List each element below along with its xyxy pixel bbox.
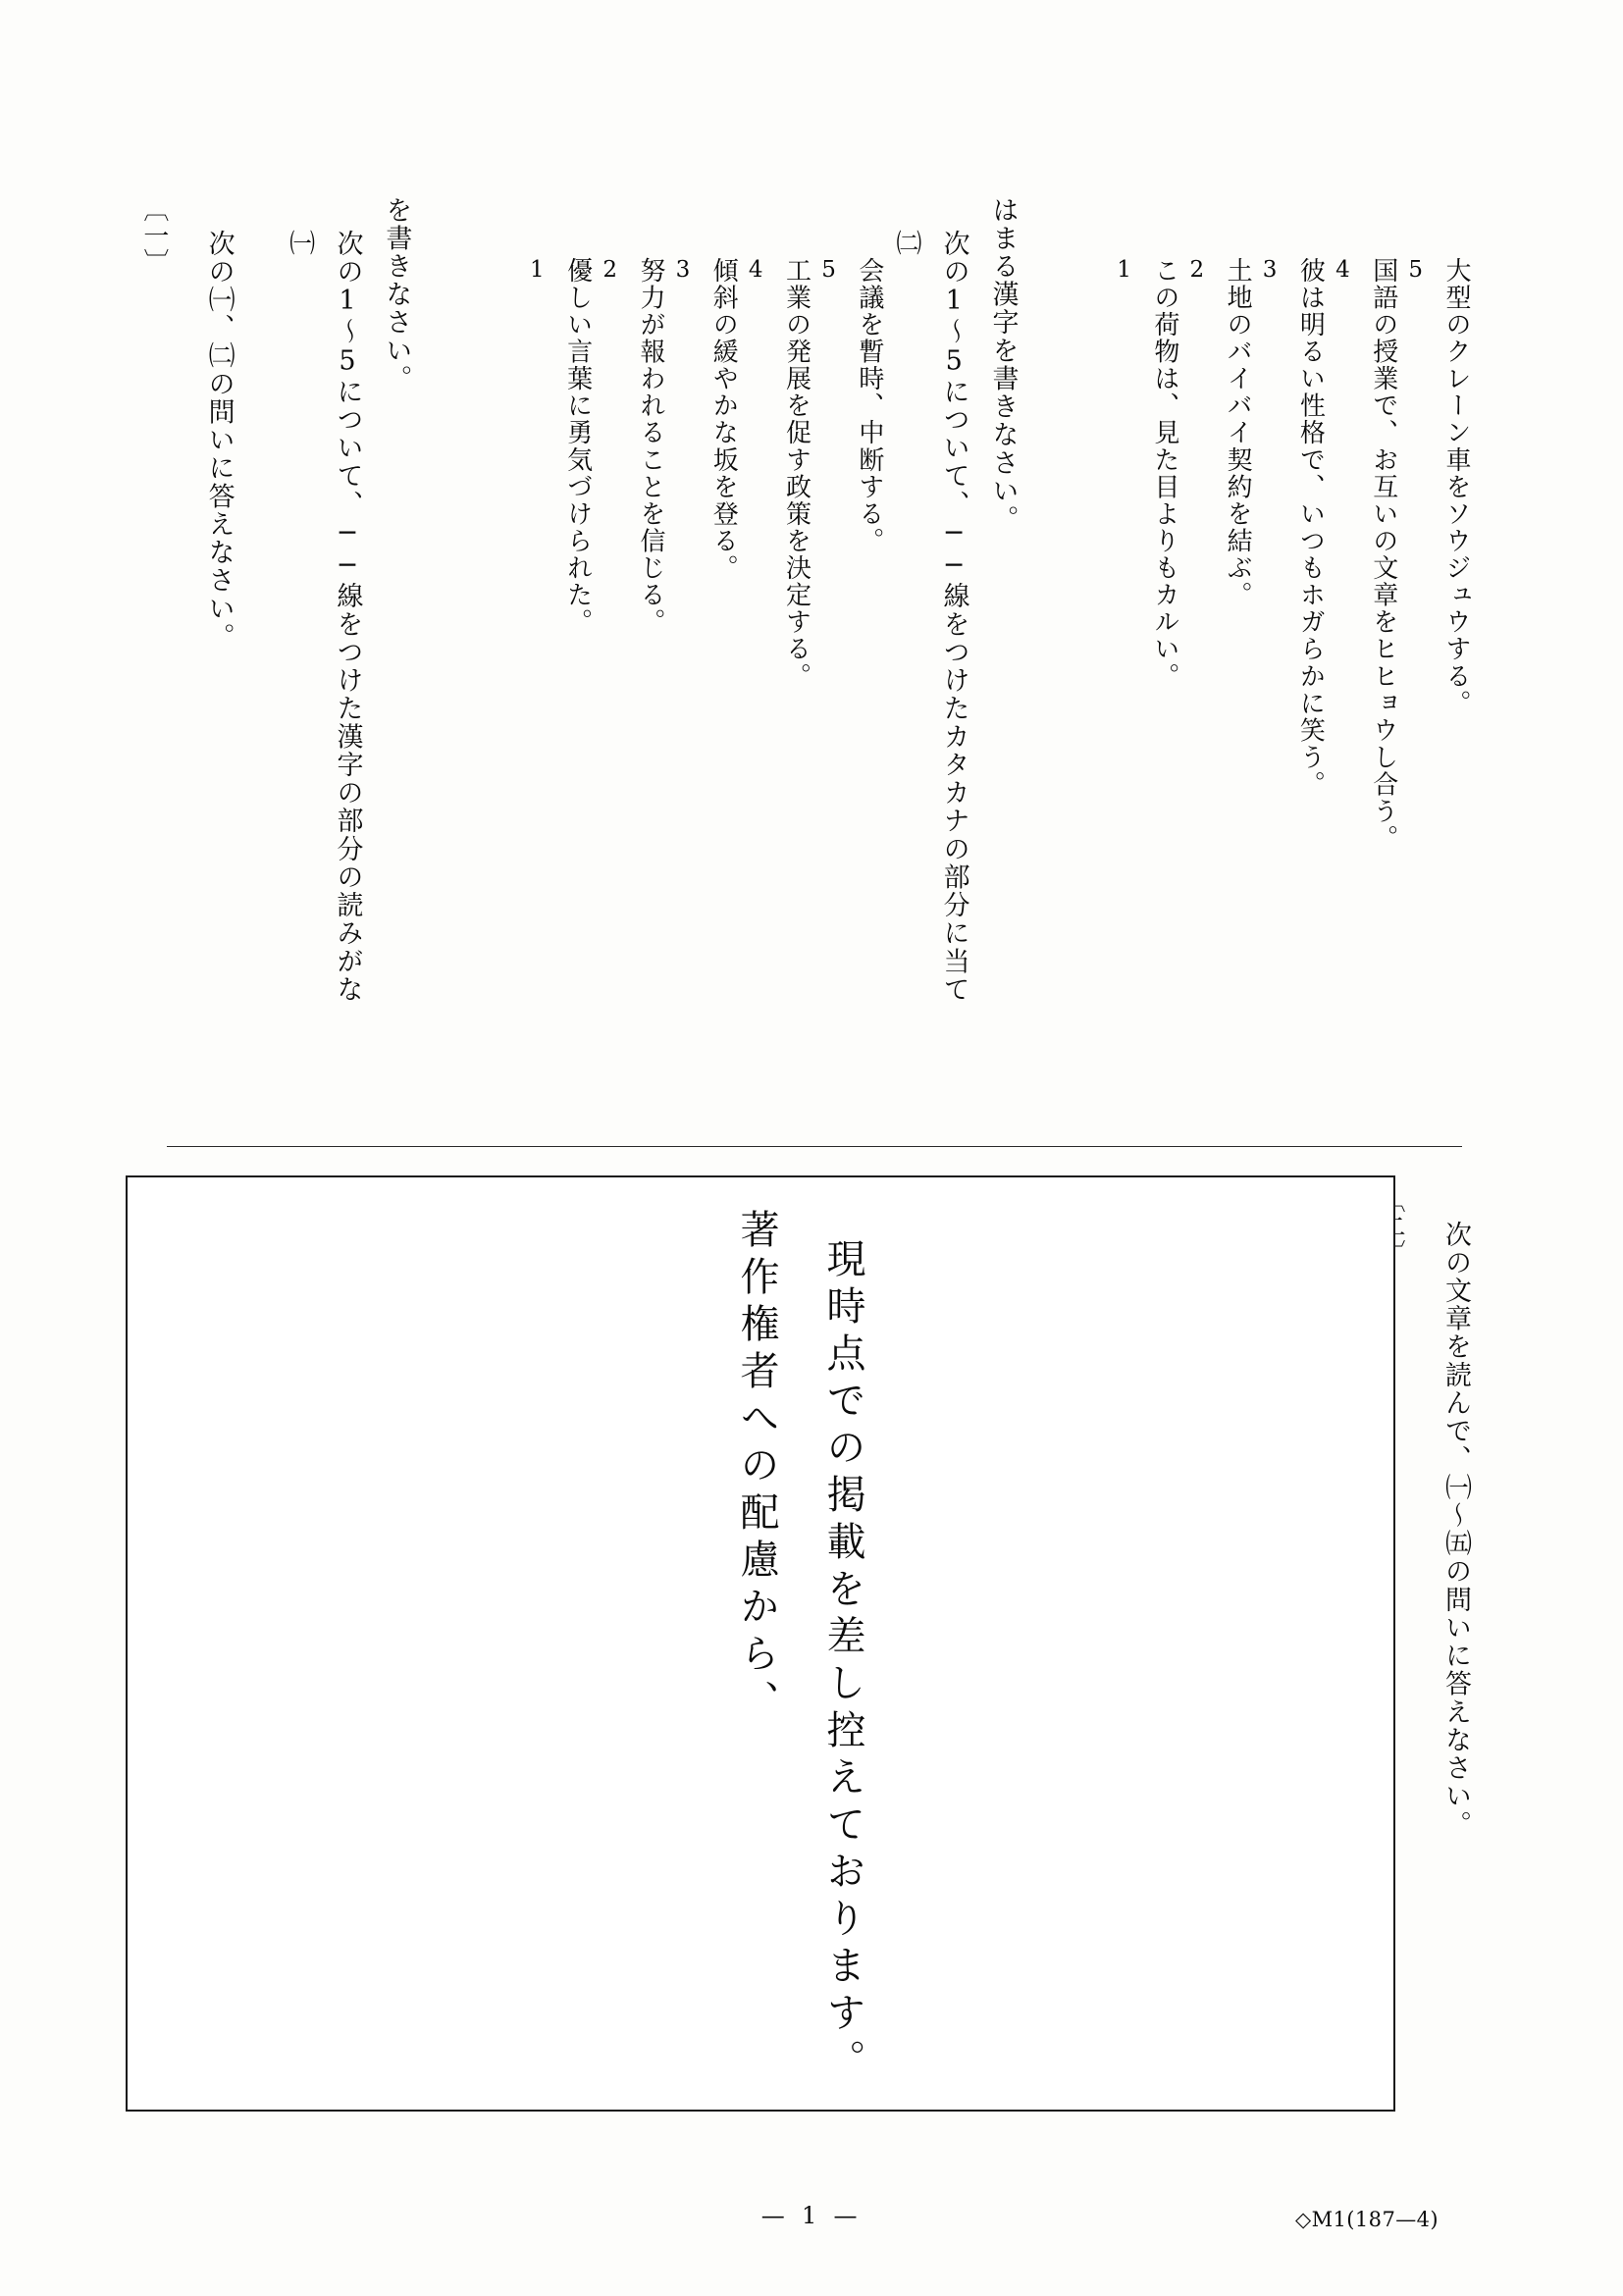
- list-item: 大型のクレーン車をソウジュウする。: [1441, 257, 1471, 717]
- list-item: 傾斜の緩やかな坂を登る。: [708, 257, 739, 582]
- subsection-one-instruction: 次の1〜5について、──線をつけた漢字の部分の読みがな: [332, 230, 363, 1004]
- section-one-lead: 次の㈠、㈡の問いに答えなさい。: [203, 230, 235, 652]
- list-number: 2: [1183, 257, 1210, 283]
- copyright-notice: [726, 1209, 873, 2086]
- list-number: 1: [1111, 257, 1137, 283]
- subsection-two-heading: [889, 196, 1057, 1004]
- subsection-one-heading: [283, 196, 450, 1004]
- copyright-notice-line2: 現時点での掲載を差し控えております。: [820, 1238, 865, 2086]
- subsection-one-instruction-cont: を書きなさい。: [381, 196, 412, 393]
- exam-code: ◇M1(187—4): [1295, 2208, 1440, 2231]
- list-number: 4: [743, 257, 769, 283]
- copyright-notice-line1: 著作権者への配慮から、: [734, 1209, 779, 1727]
- subsection-one-label: ㈠: [285, 230, 315, 256]
- section-two-lead: 次の文章を読んで、㈠〜㈤の問いに答えなさい。: [1440, 1221, 1471, 1839]
- list-item: 努力が報われることを信じる。: [635, 257, 665, 636]
- list-number: 1: [524, 257, 550, 283]
- list-item: 国語の授業で、お互いの文章をヒヒョウし合う。: [1368, 257, 1398, 853]
- list-item: この荷物は、見た目よりもカルい。: [1149, 257, 1179, 690]
- subsection-two-label: ㈡: [891, 230, 921, 256]
- list-number: 2: [597, 257, 623, 283]
- list-item: 土地のバイバイ契約を結ぶ。: [1223, 257, 1253, 609]
- list-number: 3: [669, 257, 696, 283]
- list-number: 5: [815, 257, 842, 283]
- section-one: [136, 196, 1476, 1109]
- subsection-two-instruction-cont: はまる漢字を書きなさい。: [987, 196, 1019, 534]
- list-number: 3: [1257, 257, 1283, 283]
- subsection-two-instruction: 次の1〜5について、──線をつけたカタカナの部分に当て: [938, 230, 969, 1004]
- list-item: 工業の発展を促す政策を決定する。: [781, 257, 812, 690]
- list-item: 会議を暫時、中断する。: [854, 257, 884, 555]
- section-one-label: 〔一〕: [138, 196, 169, 275]
- page-number: — 1 —: [760, 2202, 863, 2229]
- section-one-content: [283, 196, 889, 1004]
- list-item: 優しい言葉に勇気づけられた。: [562, 257, 593, 636]
- section-one-heading: [136, 196, 283, 651]
- list-number: 5: [1402, 257, 1429, 283]
- subsection-two-group: [1057, 196, 1476, 852]
- list-item: 彼は明るい性格で、いつもホガらかに笑う。: [1295, 257, 1326, 799]
- list-number: 4: [1330, 257, 1356, 283]
- section-divider: [167, 1146, 1462, 1147]
